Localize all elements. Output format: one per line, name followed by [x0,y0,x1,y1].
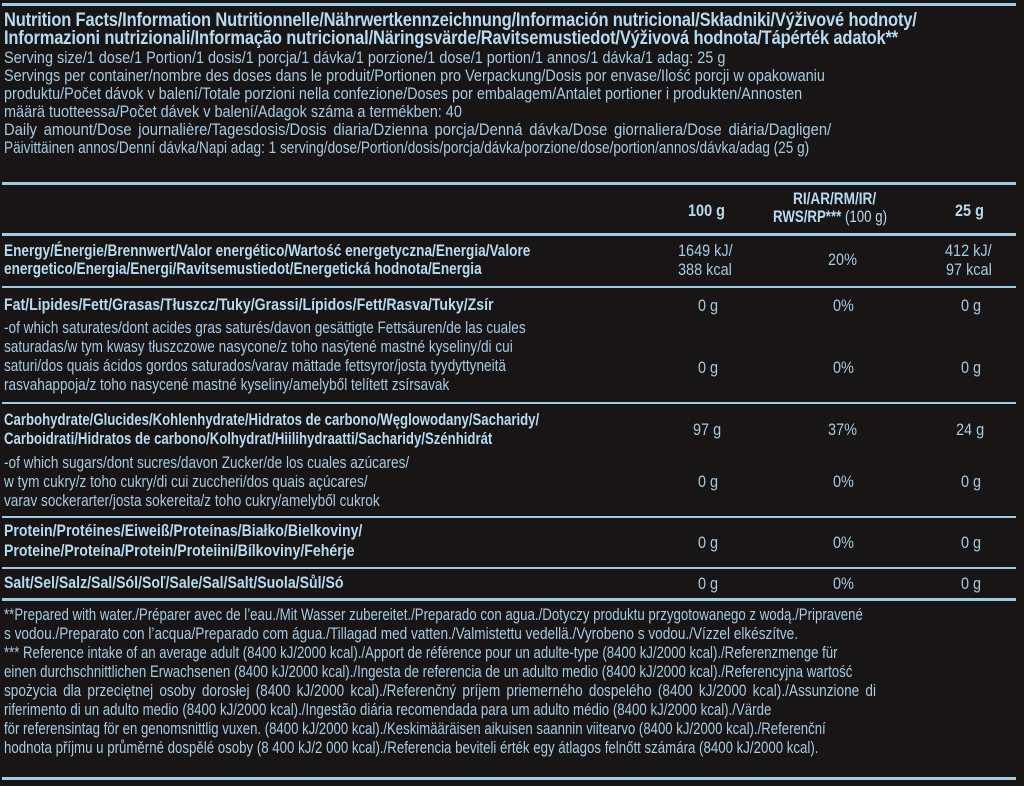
sugars-label-line-3: varav sockerarter/josta sokereita/z toho cukry/amelyből cukrok [4,491,380,510]
serving-size: Serving size/1 dose/1 Portion/1 dosis/1 porcja/1 dávka/1 porzione/1 dose/1 portion/1 annos/1 dávka/1 adag: 25 g [4,48,726,67]
daily-amount-line-1: Daily amount/Dose journalière/Tagesdosis/Dosis diaria/Dzienna porcja/Denná dávka/Dose giornaliera/Dose diária/Dagligen/ [4,120,832,139]
energy-reference-intake: 20% [827,250,857,269]
carbohydrate-label-line-2: Carboidrati/Hidratos de carbono/Kolhydrat/Hiilihydraatti/Sacharidy/Szénhidrát [4,429,493,448]
fat-reference-intake: 0% [832,296,854,315]
saturates-per-serving: 0 g [960,358,981,377]
servings-per-container-line-1: Servings per container/nombre des doses dans le produit/Portionen pro Verpackung/Dosis por envase/Ilość porcji w opakowaniu [4,66,825,85]
saturates-label-line-1: -of which saturates/dont acides gras saturés/davon gesättigte Fettsäuren/de las cuales [4,318,526,337]
divider-bottom [2,777,1016,780]
sugars-per-100g: 0 g [698,472,719,491]
footnote-reference-line-3: spożycia dla przeciętnej osoby dorosłej (8400 kJ/2000 kcal)./Referenčný príjem priemerného dospelého (8400 kJ/2000 kcal)./Assunzione di [4,681,876,700]
energy-per-100g: 1649 kJ/ 388 kcal [677,241,733,279]
salt-label: Salt/Sel/Salz/Sal/Sól/Soľ/Sale/Sal/Salt/Suola/Sůl/Só [4,573,344,592]
divider-carbohydrate [2,516,1016,518]
footnote-reference-line-2: einen durchschnittlichen Erwachsenen (8400 kJ/2000 kcal)./Ingesta de referencia de un adulto medio (8400 kJ/2000 kcal)./Referencyjna wartość [4,662,853,681]
footnote-reference-line-6: hodnota příjmu u průměrné dospělé osoby (8 400 kJ/2 000 kcal)./Referencia beviteli érték egy átlagos felnőtt számára (8400 kJ/2000 kcal). [4,738,819,757]
saturates-reference-intake: 0% [832,358,854,377]
carbohydrate-per-serving: 24 g [955,420,985,439]
title-line-1: Nutrition Facts/Information Nutritionnelle/Nährwertkennzeichnung/Información nutricional/Składniki/Výživové hodnoty/ [4,10,917,31]
sugars-per-serving: 0 g [960,472,981,491]
fat-label: Fat/Lipides/Fett/Grasas/Tłuszcz/Tuky/Grassi/Lípidos/Fett/Rasva/Tuky/Zsír [4,295,494,314]
divider-top [2,3,1016,6]
carbohydrate-reference-intake: 37% [827,420,857,439]
protein-per-serving: 0 g [960,533,981,552]
energy-label-line-2: energetico/Energia/Energi/Ravitsemustiedot/Energetická hodnota/Energia [4,259,482,278]
salt-reference-intake: 0% [832,574,854,593]
servings-per-container-line-3: määrä tuotteessa/Počet dávek v balení/Adagok száma a termékben: 40 [4,102,462,121]
divider-energy [2,286,1016,288]
footnote-prepared-line-1: **Prepared with water./Préparer avec de l’eau./Mit Wasser zubereitet./Preparado con agua./Dotyczy produktu przygotowanego z wodą./Pripravené [4,605,863,624]
protein-label-line-2: Proteine/Proteína/Protein/Proteiini/Bílkoviny/Fehérje [4,541,355,560]
footnote-reference-line-1: *** Reference intake of an average adult (8400 kJ/2000 kcal)./Apport de référence pour un adulte-type (8400 kJ/2000 kcal)./Referenzmenge für [4,643,838,662]
saturates-per-100g: 0 g [698,358,719,377]
protein-label-line-1: Protein/Protéines/Eiweiß/Proteínas/Białko/Bielkoviny/ [4,521,363,540]
divider-columns [2,233,1016,236]
sugars-reference-intake: 0% [832,472,854,491]
column-header-reference-intake: RI/AR/RM/IR/ RWS/RP*** (100 g) [772,189,887,226]
fat-per-serving: 0 g [960,296,981,315]
title-line-2: Informazioni nutrizionali/Informação nutricional/Näringsvärde/Ravitsemustiedot/Výživová hodnota/Tápérték adatok** [4,28,899,49]
servings-per-container-line-2: produktu/Počet dávok v balení/Totale porzioni nella confezione/Doses por embalagem/Antalet portioner i produkten/Annosten [4,84,803,103]
protein-reference-intake: 0% [832,533,854,552]
energy-per-serving: 412 kJ/ 97 kcal [945,241,992,279]
divider-protein [2,567,1016,569]
divider-fat [2,402,1016,404]
fat-per-100g: 0 g [698,296,719,315]
footnote-reference-line-4: riferimento di un adulto medio (8400 kJ/2000 kcal)./Ingestão diária recomendada para um adulto médio (8400 kJ/2000 kcal)./Värde [4,700,772,719]
divider-header [2,182,1016,185]
carbohydrate-per-100g: 97 g [693,420,722,439]
column-header-100g: 100 g [688,201,726,220]
footnote-reference-line-5: för referensintag för en genomsnittlig vuxen. (8400 kJ/2000 kcal)./Keskimääräisen aikuisen saannin viitearvo (8400 kJ/2000 kcal)./Referenční [4,719,826,738]
divider-table-bottom [2,598,1016,601]
footnote-prepared-line-2: s vodou./Preparato con l’acqua/Preparado com água./Tillagad med vatten./Valmistettu vedellä./Vyrobeno s vodou./Vízzel elkészítve. [4,624,799,643]
carbohydrate-label-line-1: Carbohydrate/Glucides/Kohlenhydrate/Hidratos de carbono/Węglowodany/Sacharidy/ [4,410,540,429]
protein-per-100g: 0 g [698,533,719,552]
sugars-label-line-2: w tym cukry/z toho cukry/di cui zuccheri/dos quais açúcares/ [4,472,368,491]
saturates-label-line-3: saturi/dos quais ácidos gordos saturados/varav mättade fettsyror/josta tyydyttyneitä [4,356,506,375]
column-header-25g: 25 g [955,201,985,220]
sugars-label-line-1: -of which sugars/dont sucres/davon Zucker/de los cuales azúcares/ [4,453,410,472]
energy-label-line-1: Energy/Énergie/Brennwert/Valor energético/Wartość energetyczna/Energia/Valore [4,241,531,260]
saturates-label-line-2: saturadas/w tym kwasy tłuszczowe nasycone/z toho nasýtené mastné kyseliny/di cui [4,337,513,356]
saturates-label-line-4: rasvahappoja/z toho nasycené mastné kyseliny/amelyből telített zsírsavak [4,375,450,394]
salt-per-100g: 0 g [698,574,719,593]
daily-amount-line-2: Päivittäinen annos/Denní dávka/Napi adag: 1 serving/dose/Portion/dosis/porcja/dávka/porzione/dose/portion/annos/dávka/adag (25 g) [4,138,810,157]
salt-per-serving: 0 g [960,574,981,593]
